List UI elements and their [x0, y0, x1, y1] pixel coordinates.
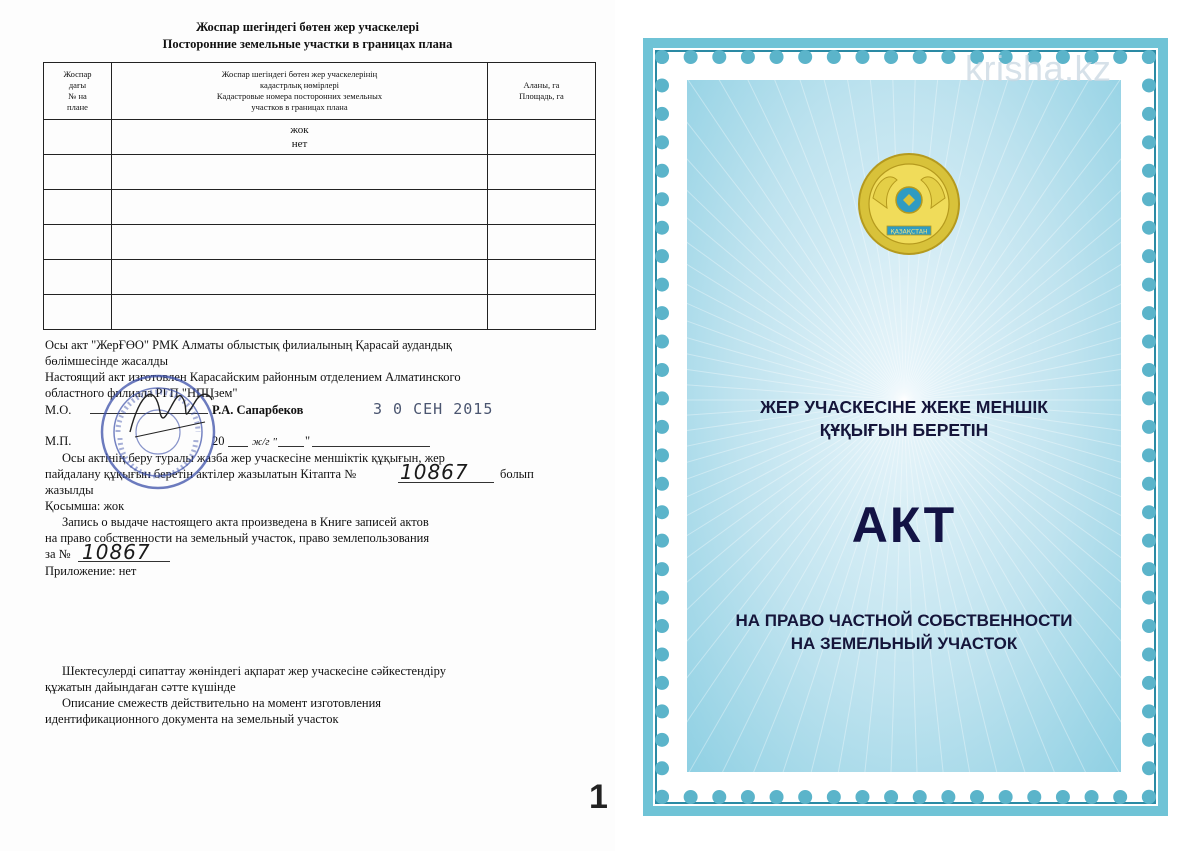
- paragraph-line: Шектесулерді сипаттау жөніндегі ақпарат жер учаскесіне сәйкестендіру: [62, 664, 446, 678]
- blank-line: [312, 446, 430, 447]
- table-cell: [112, 155, 488, 190]
- handwritten-record-number: 10867: [82, 540, 151, 564]
- table-cell: [44, 260, 112, 295]
- header-line: Жоспар шегіндегі бөтен жер учаскелерінің: [221, 69, 378, 79]
- blank-line: [228, 446, 248, 447]
- signer-name: Р.А. Сапарбеков: [212, 403, 304, 417]
- table-cell: [44, 225, 112, 260]
- table-row: [44, 295, 596, 330]
- table-cell: [44, 120, 112, 155]
- document-title: АКТ: [851, 497, 957, 553]
- table-cell: [488, 190, 596, 225]
- table-cell: [112, 225, 488, 260]
- header-line: Аланы, га: [523, 80, 560, 90]
- header-line: участков в границах плана: [251, 102, 348, 112]
- table-cell: [112, 190, 488, 225]
- table-row: [44, 260, 596, 295]
- header-line: плане: [67, 102, 88, 112]
- paragraph-line: за №: [45, 547, 71, 561]
- paragraph-line: пайдалану құқығын беретін актілер жазылатын Кітапта №: [45, 467, 357, 481]
- table-row: [44, 120, 596, 155]
- table-cell: [488, 155, 596, 190]
- blank-line: [278, 446, 304, 447]
- table-cell: [112, 295, 488, 330]
- paragraph-line: жазылды: [45, 483, 94, 497]
- header-line: Жоспар: [63, 69, 92, 79]
- mp-year: 20: [212, 434, 225, 448]
- section-title-ru: Посторонние земельные участки в границах плана: [162, 37, 453, 51]
- paragraph-line: құжатын дайындаған сәтте күшінде: [45, 680, 236, 694]
- table-cell: [488, 295, 596, 330]
- header-cadastral-numbers: [112, 63, 488, 120]
- quote-mark: ": [305, 434, 311, 448]
- table-cell: [488, 260, 596, 295]
- paragraph-line: Запись о выдаче настоящего акта произведена в Книге записей актов: [62, 515, 429, 529]
- header-line: № на: [68, 91, 87, 101]
- header-area: [488, 63, 596, 120]
- table-cell: [44, 295, 112, 330]
- table-cell: [112, 260, 488, 295]
- table-cell: [488, 120, 596, 155]
- header-line: дағы: [68, 80, 87, 90]
- table-cell: [44, 155, 112, 190]
- paragraph-line: болып: [500, 467, 534, 481]
- paragraph-line: Описание смежеств действительно на момент изготовления: [62, 696, 382, 710]
- page-number: 1: [589, 778, 608, 816]
- cell-none-ru: нет: [291, 138, 308, 150]
- table-row: [44, 155, 596, 190]
- paragraph-line: идентификационного документа на земельный участок: [45, 712, 339, 726]
- cell-none-kz: жок: [290, 124, 309, 136]
- header-plan-number: [44, 63, 112, 120]
- heading-ru-line1: НА ПРАВО ЧАСТНОЙ СОБСТВЕННОСТИ: [735, 611, 1073, 630]
- attachment-kz: Қосымша: жок: [45, 499, 125, 513]
- table-cell: [44, 190, 112, 225]
- mo-label: М.О.: [45, 403, 72, 417]
- number-line: [78, 561, 170, 562]
- attachment-ru: Приложение: нет: [45, 564, 137, 578]
- header-line: Площадь, га: [519, 91, 564, 101]
- table-row: [44, 225, 596, 260]
- section-title-kz: Жоспар шегіндегі бөтен жер учаскелері: [196, 20, 419, 34]
- heading-kz-line2: ҚҰҚЫҒЫН БЕРЕТІН: [819, 420, 989, 440]
- foreign-parcels-table: [43, 62, 596, 330]
- emblem-text: ҚАЗАҚСТАН: [890, 228, 928, 236]
- paragraph-line: бөлімшесінде жасалды: [45, 354, 168, 368]
- state-emblem-icon: [855, 150, 963, 258]
- heading-ru-line2: НА ЗЕМЕЛЬНЫЙ УЧАСТОК: [790, 634, 1018, 653]
- paragraph-line: на право собственности на земельный участок, право землепользования: [45, 531, 430, 545]
- header-line: кадастрлық нөмірлері: [259, 80, 340, 90]
- signature-scribble: [120, 372, 220, 452]
- table-cell: [488, 225, 596, 260]
- date-stamp: 3 0 СЕН 2015: [373, 400, 494, 418]
- paragraph-line: Настоящий акт изготовлен Карасайским районным отделением Алматинского: [45, 370, 461, 384]
- paragraph-line: Осы акт "ЖерҒӨО" РМК Алматы облыстық филиалының Қарасай аудандық: [45, 338, 452, 352]
- table-row: [44, 190, 596, 225]
- paragraph-line: Осы актінің беру туралы жазба жер учаскесіне меншіктік құқығын, жер: [62, 451, 445, 465]
- table-header-row: [44, 63, 596, 120]
- mp-suffix: ж/г ": [252, 436, 277, 448]
- site-watermark: krisha.kz: [965, 48, 1112, 89]
- mp-label: М.П.: [45, 434, 72, 448]
- header-line: Кадастровые номера посторонних земельных: [216, 91, 383, 101]
- heading-kz-line1: ЖЕР УЧАСКЕСІНЕ ЖЕКЕ МЕНШІК: [760, 397, 1048, 417]
- paragraph-line: областного филиала РГП "НПЦзем": [45, 386, 238, 400]
- handwritten-book-number: 10867: [400, 460, 469, 484]
- number-line: [398, 482, 494, 483]
- table-cell-none: [112, 120, 488, 155]
